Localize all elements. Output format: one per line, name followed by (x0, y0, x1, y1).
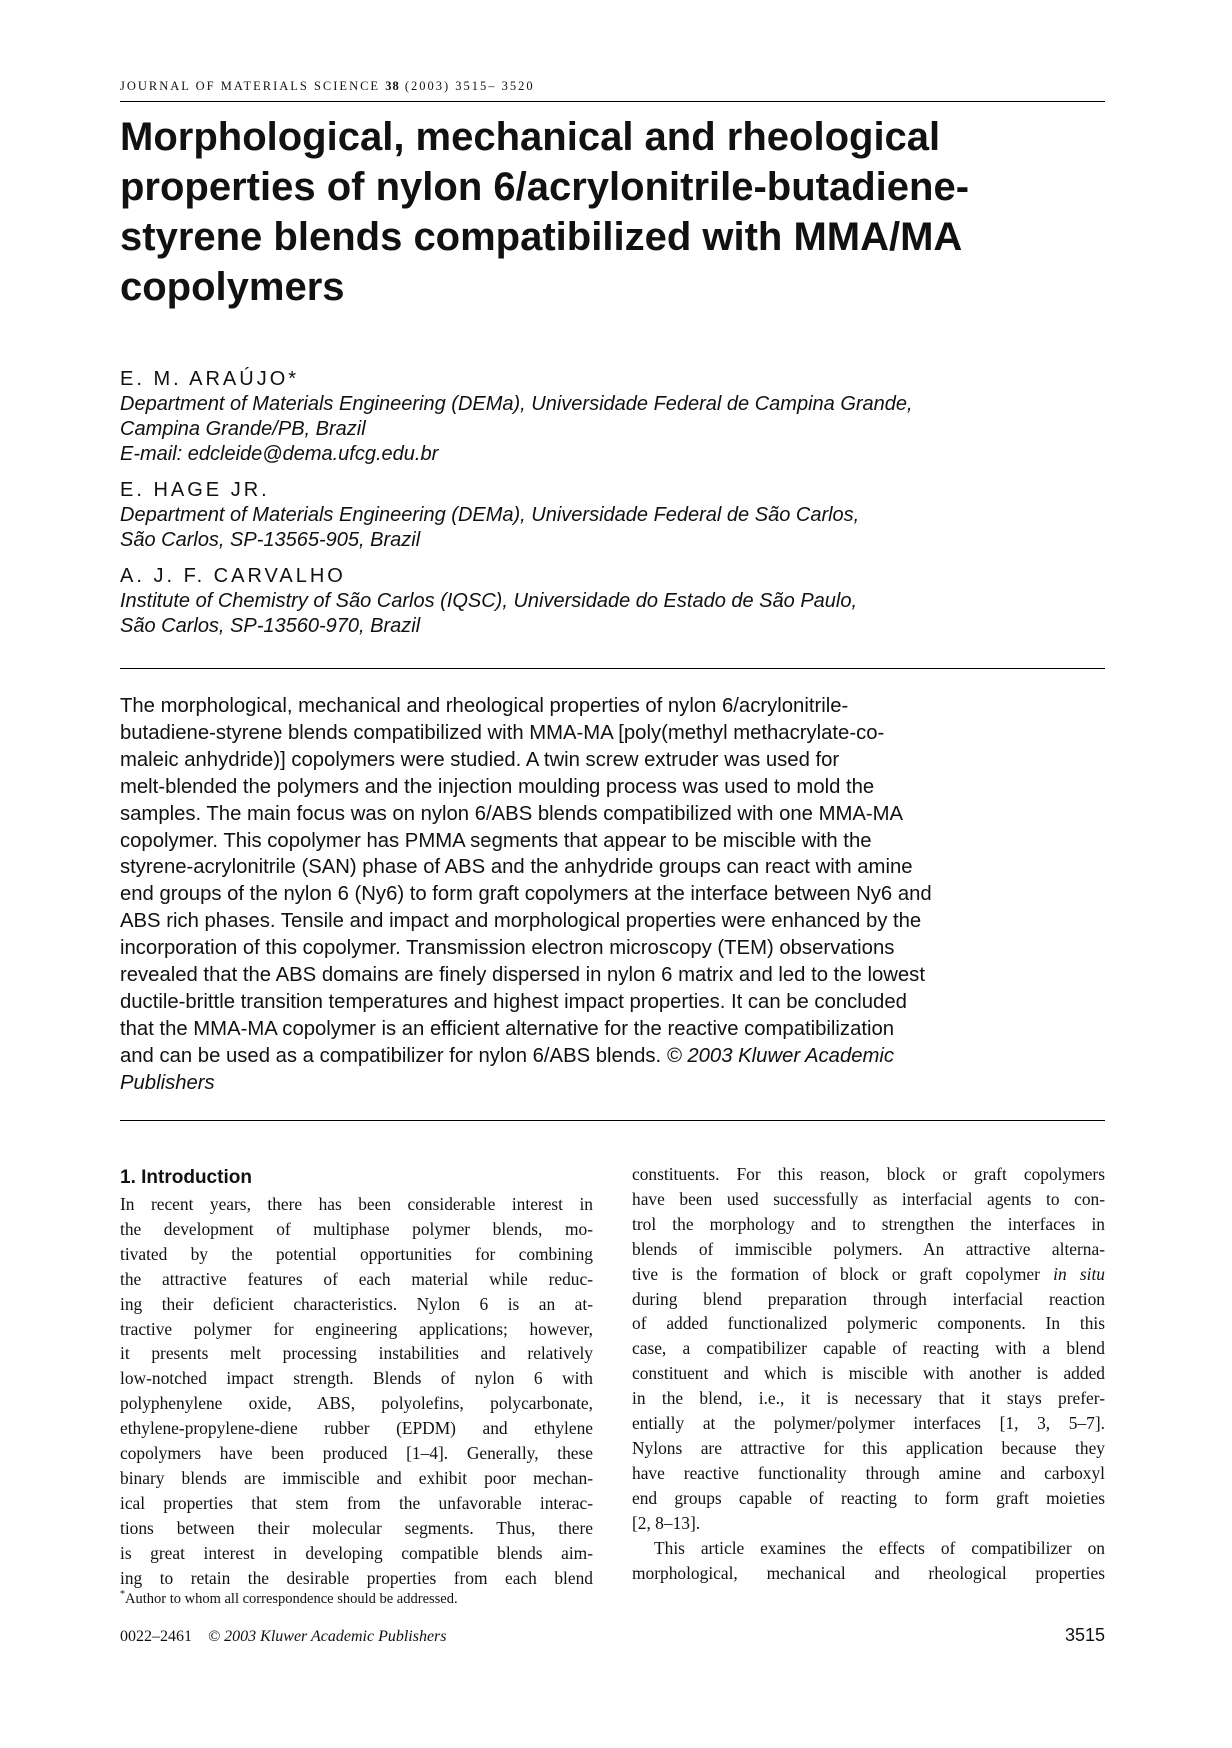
abstract-line: styrene-acrylonitrile (SAN) phase of ABS and the anhydride groups can react with amine (120, 856, 913, 879)
abstract-copyright-line: Publishers (120, 1071, 215, 1094)
footer-left (120, 1626, 447, 1648)
left-column (120, 1165, 593, 1591)
abstract-line: copolymer. This copolymer has PMMA segments that appear to be miscible with the (120, 829, 872, 852)
body-line: have been used successfully as interfacial agents to con- (632, 1188, 1105, 1209)
body-line: constituent and which is miscible with another is added (632, 1363, 1105, 1384)
abstract-bottom-rule (120, 1120, 1105, 1121)
footnote-marker: * (120, 1589, 125, 1600)
body-line: [2, 8–13]. (632, 1512, 701, 1533)
affiliation-line: São Carlos, SP-13560-970, Brazil (120, 615, 421, 637)
page-number: 3515 (1064, 1625, 1105, 1645)
body-line: blends of immiscible polymers. An attractive alterna- (632, 1238, 1105, 1259)
author-name: E. HAGE JR. (120, 479, 270, 501)
body-line: end groups capable of reacting to form graft moieties (632, 1487, 1105, 1508)
body-line: In recent years, there has been considerable interest in (120, 1194, 593, 1214)
abstract-line: butadiene-styrene blends compatibilized with MMA-MA [poly(methyl methacrylate-co- (120, 721, 885, 744)
body-line: during blend preparation through interfacial reaction (632, 1288, 1105, 1309)
body-line: tractive polymer for engineering applications; however, (120, 1318, 593, 1339)
article-title (120, 112, 1105, 312)
body-line: case, a compatibilizer capable of reacting with a blend (632, 1338, 1105, 1359)
body-line: tivated by the potential opportunities for combining (120, 1243, 593, 1264)
body-line: the attractive features of each material while reduc- (120, 1268, 593, 1289)
body-line: is great interest in developing compatible blends aim- (120, 1542, 593, 1563)
body-line: tions between their molecular segments. Thus, there (120, 1517, 593, 1538)
issn: 0022–2461 (120, 1628, 192, 1645)
body-line: This article examines the effects of compatibilizer on (654, 1537, 1105, 1558)
title-line: copolymers (120, 265, 345, 309)
abstract-line: The morphological, mechanical and rheological properties of nylon 6/acrylonitrile- (120, 695, 849, 717)
abstract-line: samples. The main focus was on nylon 6/ABS blends compatibilized with one MMA-MA (120, 802, 904, 825)
body-line: in the blend, i.e., it is necessary that it stays prefer- (632, 1388, 1105, 1409)
body-line: entially at the polymer/polymer interfaces [1, 3, 5–7]. (632, 1413, 1105, 1434)
body-line: ethylene-propylene-diene rubber (EPDM) and ethylene (120, 1418, 593, 1439)
affiliation-line: Department of Materials Engineering (DEMa), Universidade Federal de Campina Grande, (120, 393, 913, 415)
abstract-line: end groups of the nylon 6 (Ny6) to form graft copolymers at the interface between Ny6 and (120, 883, 932, 906)
body-line: it presents melt processing instabilities and relatively (120, 1343, 593, 1364)
right-column (632, 1162, 1105, 1585)
journal-year-pages: (2003) 3515– 3520 (404, 79, 535, 93)
body-line: binary blends are immiscible and exhibit poor mechan- (120, 1467, 593, 1488)
author-affiliation (120, 392, 1105, 467)
body-line: ical properties that stem from the unfavorable interac- (120, 1492, 593, 1513)
body-line (632, 1262, 1105, 1287)
body-line: Nylons are attractive for this application because they (632, 1437, 1105, 1458)
journal-volume: 38 (385, 79, 400, 93)
title-line: styrene blends compatibilized with MMA/MA (120, 215, 963, 259)
abstract (120, 693, 1105, 1097)
running-head (120, 76, 1105, 96)
body-line: constituents. For this reason, block or graft copolymers (632, 1164, 1105, 1184)
author-block (120, 478, 1105, 553)
body-line: the development of multiphase polymer blends, mo- (120, 1218, 593, 1239)
author-affiliation (120, 503, 1105, 553)
body-line: ing to retain the desirable properties from each blend (120, 1567, 593, 1588)
author-block (120, 564, 1105, 639)
header-rule (120, 101, 1105, 102)
affiliation-line: Department of Materials Engineering (DEMa), Universidade Federal de São Carlos, (120, 504, 860, 526)
author-email[interactable]: E-mail: edcleide@dema.ufcg.edu.br (120, 443, 439, 465)
author-block (120, 367, 1105, 467)
body-line: have reactive functionality through amine and carboxyl (632, 1462, 1105, 1483)
abstract-text: and can be used as a compatibilizer for nylon 6/ABS blends. (120, 1044, 667, 1067)
abstract-line: ABS rich phases. Tensile and impact and morphological properties were enhanced by the (120, 910, 922, 933)
body-line: of added functionalized polymeric components. In this (632, 1313, 1105, 1334)
italic-term: in situ (1053, 1263, 1105, 1284)
body-text: tive is the formation of block or graft copolymer (632, 1263, 1054, 1284)
body-line: copolymers have been produced [1–4]. Generally, these (120, 1443, 593, 1464)
author-name: E. M. ARAÚJO* (120, 368, 300, 390)
abstract-line: ductile-brittle transition temperatures and highest impact properties. It can be concluded (120, 990, 907, 1013)
footnote (120, 1585, 458, 1609)
affiliation-line: São Carlos, SP-13565-905, Brazil (120, 529, 421, 551)
body-line: low-notched impact strength. Blends of nylon 6 with (120, 1368, 593, 1389)
title-line: properties of nylon 6/acrylonitrile-butadiene- (120, 165, 970, 209)
footer-copyright: © 2003 Kluwer Academic Publishers (208, 1628, 447, 1645)
author-list (120, 367, 1105, 650)
body-line: ing their deficient characteristics. Nylon 6 is an at- (120, 1293, 593, 1314)
author-affiliation (120, 589, 1105, 639)
affiliation-line: Campina Grande/PB, Brazil (120, 418, 366, 440)
abstract-line: maleic anhydride)] copolymers were studied. A twin screw extruder was used for (120, 748, 840, 771)
abstract-line: melt-blended the polymers and the injection moulding process was used to mold the (120, 775, 875, 798)
body-line: morphological, mechanical and rheological properties (632, 1562, 1105, 1583)
journal-name: JOURNAL OF MATERIALS SCIENCE (120, 79, 381, 93)
title-line: Morphological, mechanical and rheological (120, 115, 941, 159)
footnote-text: Author to whom all correspondence should be addressed. (125, 1590, 458, 1607)
section-heading: 1. Introduction (120, 1167, 252, 1188)
abstract-line (120, 1043, 1105, 1070)
abstract-top-rule (120, 668, 1105, 669)
abstract-line: that the MMA-MA copolymer is an efficient alternative for the reactive compatibilization (120, 1017, 895, 1040)
abstract-line: incorporation of this copolymer. Transmission electron microscopy (TEM) observations (120, 937, 895, 960)
body-line: trol the morphology and to strengthen the interfaces in (632, 1213, 1105, 1234)
affiliation-line: Institute of Chemistry of São Carlos (IQSC), Universidade do Estado de São Paulo, (120, 590, 858, 612)
body-line: polyphenylene oxide, ABS, polyolefins, polycarbonate, (120, 1393, 593, 1414)
abstract-line: revealed that the ABS domains are finely dispersed in nylon 6 matrix and led to the lowest (120, 964, 925, 987)
abstract-copyright: © 2003 Kluwer Academic (666, 1044, 895, 1067)
author-name: A. J. F. CARVALHO (120, 565, 346, 587)
